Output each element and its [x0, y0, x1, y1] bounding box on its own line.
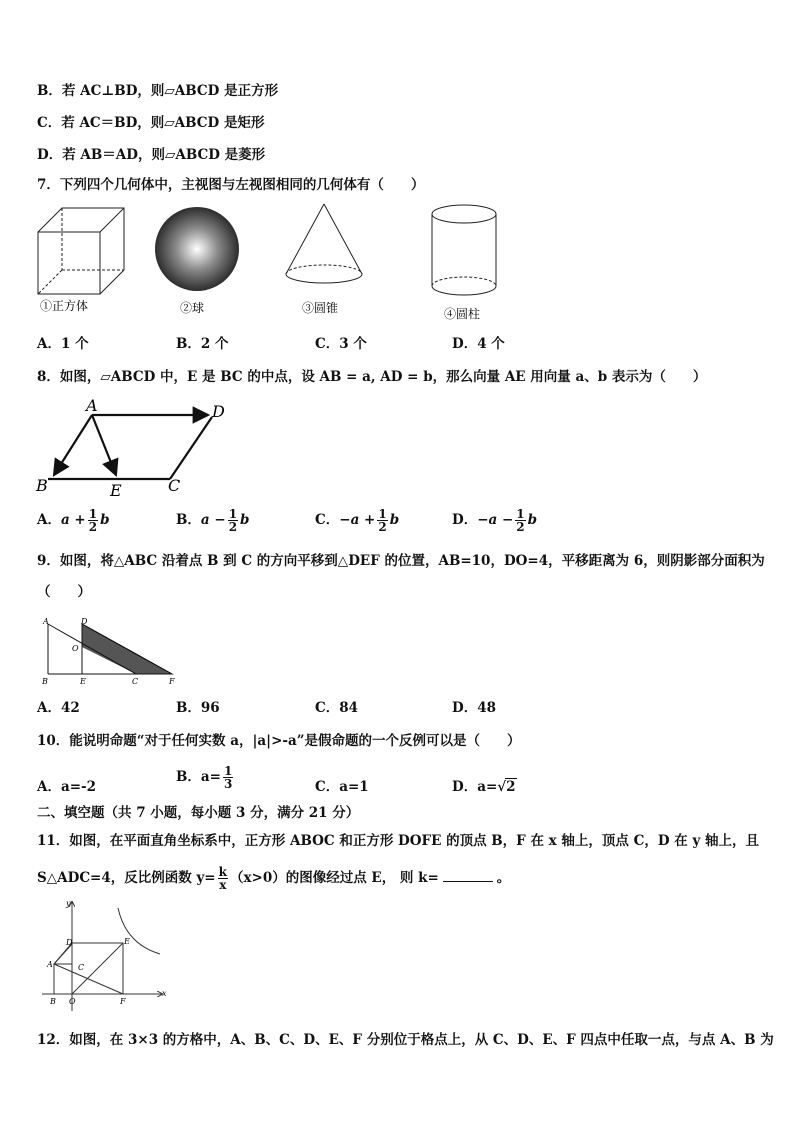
q6-option-c: C．若 AC＝BD，则▱ABCD 是矩形: [37, 115, 265, 131]
q7-option-a: A．1 个: [37, 336, 89, 352]
q8-label-d: D: [212, 402, 225, 421]
q9-option-d: D．48: [452, 700, 496, 716]
q9-label-d: D: [81, 617, 88, 626]
q10-option-b: B．a= $\frac{1}{3}$: [176, 764, 233, 791]
q9-label-f: F: [169, 677, 175, 686]
cone-label: ③圆锥: [302, 301, 339, 315]
q8-figure: [34, 395, 234, 500]
q8-label-c: C: [168, 476, 181, 495]
q8-label-b: B: [36, 476, 48, 495]
q6-option-d: D．若 AB＝AD，则▱ABCD 是菱形: [37, 147, 266, 163]
q11-label-a: A: [47, 960, 53, 969]
q9-option-a: A．42: [37, 700, 80, 716]
cylinder-figure: [432, 205, 496, 295]
q10-option-d: D．a=√2: [452, 779, 516, 795]
q9-paren: （ ）: [37, 584, 91, 600]
q7-option-d: D．4 个: [452, 336, 505, 352]
q11-label-o: O: [69, 997, 76, 1006]
q11-label-y: y: [66, 899, 71, 908]
cone-figure: [286, 204, 362, 283]
section-heading: 二、填空题（共 7 小题，每小题 3 分，满分 21 分）: [37, 805, 360, 821]
q9-option-c: C．84: [315, 700, 359, 716]
cube-label: ①正方体: [40, 299, 89, 313]
q10-stem: 10．能说明命题“对于任何实数 a，|a|>-a”是假命题的一个反例可以是（ ）: [37, 733, 521, 749]
q11-line2: S△ADC=4，反比例函数 y= $\frac{k}{x}$ （x>0）的图像经过点 E， 则 k= 。: [37, 865, 511, 892]
cube-figure: [38, 208, 124, 294]
cylinder-label: ④圆柱: [444, 307, 481, 321]
q11-line1: 11．如图，在平面直角坐标系中，正方形 ABOC 和正方形 DOFE 的顶点 B，F 在 x 轴上，顶点 C，D 在 y 轴上，且: [37, 833, 760, 849]
q11-label-x: x: [162, 989, 167, 998]
q10-option-a: A．a=-2: [37, 779, 97, 795]
answer-blank[interactable]: [443, 881, 493, 882]
q8-option-a: A．a + $\frac{1}{2}$ b: [37, 507, 110, 534]
q11-figure: [38, 896, 178, 1016]
q9-label-c: C: [132, 677, 139, 686]
q7-stem: 7．下列四个几何体中，主视图与左视图相同的几何体有（ ）: [37, 177, 425, 193]
q7-figures: [30, 200, 510, 325]
q8-label-a: A: [86, 396, 98, 415]
q9-figure: [38, 614, 188, 689]
q11-label-b: B: [50, 997, 56, 1006]
q9-label-a: A: [43, 617, 49, 626]
q8-label-e: E: [110, 481, 122, 500]
q8-option-d: D．−a − $\frac{1}{2}$ b: [452, 507, 538, 534]
q12-line1: 12．如图，在 3×3 的方格中，A、B、C、D、E、F 分别位于格点上，从 C、D、E、F 四点中任取一点，与点 A、B 为: [37, 1032, 774, 1048]
q8-option-c: C．−a + $\frac{1}{2}$ b: [315, 507, 400, 534]
q8-stem: 8．如图，▱ABCD 中，E 是 BC 的中点，设 AB = a, AD = b，那么向量 AE 用向量 a、b 表示为（ ）: [37, 369, 707, 385]
q9-option-b: B．96: [176, 700, 220, 716]
q11-label-d: D: [66, 938, 73, 947]
q11-label-c: C: [78, 963, 85, 972]
q8-option-b: B．a − $\frac{1}{2}$ b: [176, 507, 250, 534]
q9-stem: 9．如图，将△ABC 沿着点 B 到 C 的方向平移到△DEF 的位置，AB=10，DO=4，平移距离为 6，则阴影部分面积为: [37, 553, 765, 569]
sphere-figure: [155, 207, 239, 291]
sphere-label: ②球: [180, 301, 205, 315]
q7-option-b: B．2 个: [176, 336, 229, 352]
q10-option-c: C．a=1: [315, 779, 369, 795]
q9-label-b: B: [42, 677, 48, 686]
q6-option-b: B．若 AC⊥BD，则▱ABCD 是正方形: [37, 83, 279, 99]
q11-label-f: F: [120, 997, 126, 1006]
q7-option-c: C．3 个: [315, 336, 367, 352]
q11-label-e: E: [124, 937, 130, 946]
q9-label-o: O: [72, 644, 79, 653]
q9-label-e: E: [80, 677, 86, 686]
